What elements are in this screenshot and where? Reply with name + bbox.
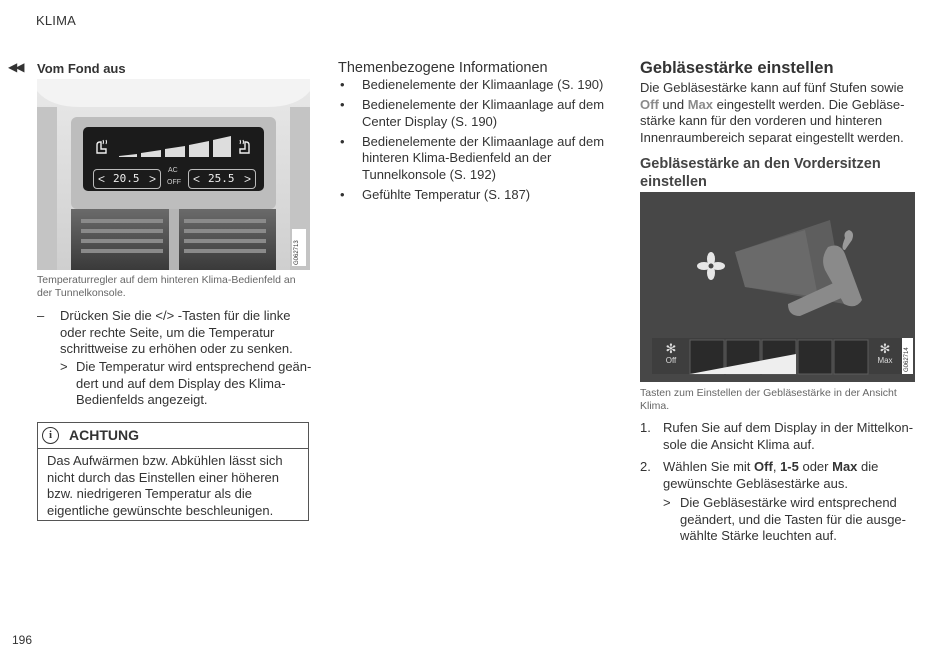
left-temp-control[interactable]	[93, 169, 161, 189]
warning-text: Das Aufwärmen bzw. Abkühlen lässt sich nicht durch das Einstellen einer höheren bzw. niedrigeren Temperatur als die eigentliche gewünschte beschleunigen.	[47, 453, 283, 518]
fan-off-button[interactable]	[656, 342, 686, 372]
result-text: Die Gebläsestärke wird entsprechend geändert, und die Tasten für die ausgewählte Stärke leuchten auf.	[680, 495, 906, 543]
temp-increase-left-icon[interactable]: >	[148, 172, 156, 186]
section-title: Vom Fond aus	[37, 61, 126, 76]
warning-box	[37, 422, 309, 521]
rear-climate-panel-illustration	[37, 79, 310, 270]
warning-header	[38, 423, 308, 449]
fan-speed-heading: Gebläsestärke einstellen	[640, 59, 834, 77]
figure-code: G062713	[294, 240, 300, 265]
step-text-part: die gewünschte Gebläsestärke aus.	[663, 459, 879, 491]
off-label[interactable]: OFF	[167, 179, 181, 186]
fan-speed-bars[interactable]	[119, 135, 231, 157]
fan-off-icon: ✻	[665, 341, 677, 356]
related-link[interactable]: • Bedienelemente der Klimaanlage (S. 190)	[338, 77, 618, 94]
intro-text: Die Gebläsestärke kann auf fünf Stufen sowie	[640, 80, 904, 95]
max-keyword: Max	[687, 96, 713, 112]
seat-heat-left-icon[interactable]	[93, 139, 109, 155]
result-marker: >	[663, 495, 671, 510]
front-seats-subheading: Gebläsestärke an den Vordersitzen einstellen	[640, 156, 881, 190]
off-keyword: Off	[640, 96, 659, 112]
max-keyword: Max	[832, 459, 858, 474]
step-text: Rufen Sie auf dem Display in der Mittelkonsole die Ansicht Klima auf.	[663, 420, 914, 452]
step-text	[663, 459, 915, 492]
step-number: 2.	[640, 459, 651, 474]
fan-speed-figure	[640, 192, 915, 382]
step-text-part: ,	[772, 459, 781, 474]
related-link[interactable]: • Bedienelemente der Klimaanlage auf dem hinteren Klima-Bedienfeld an der Tunnelkonsole (S. 192)	[338, 134, 618, 184]
left-temperature: 20.5	[113, 172, 140, 185]
step-text-part: oder	[798, 459, 833, 474]
page-header: KLIMA	[36, 13, 77, 28]
intro-text: und	[658, 96, 688, 112]
figure-caption: Tasten zum Einstellen der Gebläsestärke in der Ansicht Klima.	[640, 387, 897, 412]
related-info-title: Themenbezogene Informationen	[338, 60, 548, 76]
figure-code: G062714	[904, 347, 910, 372]
step-number: 1.	[640, 420, 651, 435]
related-link[interactable]: • Bedienelemente der Klimaanlage auf dem Center Display (S. 190)	[338, 97, 618, 130]
page-number: 196	[12, 633, 33, 647]
fan-max-icon: ✻	[879, 341, 891, 356]
warning-title: ACHTUNG	[69, 427, 139, 443]
rear-climate-panel-figure	[37, 79, 310, 270]
fan-off-label: Off	[665, 356, 677, 365]
seat-heat-right-icon[interactable]	[237, 139, 253, 155]
back-arrows-icon[interactable]: ◀◀	[8, 60, 23, 74]
ac-label[interactable]: AC	[168, 167, 178, 174]
temp-decrease-right-icon[interactable]: <	[193, 172, 201, 186]
result-text: Die Temperatur wird entsprechend geändert und auf dem Display des Klima-Bedienfelds angezeigt.	[76, 359, 312, 407]
step-text: Drücken Sie die </> -Tasten für die linke oder rechte Seite, um die Temperatur schrittweise zu erhöhen oder zu senken.	[60, 308, 293, 356]
step-text-part: Wählen Sie mit	[663, 459, 755, 474]
info-icon: i	[42, 427, 59, 444]
right-temperature: 25.5	[208, 172, 235, 185]
result-marker: >	[60, 359, 68, 374]
right-temp-control[interactable]	[188, 169, 256, 189]
fan-max-label: Max	[877, 356, 893, 365]
intro-text: eingestellt werden. Die Gebläsestärke kann für den vorderen und hinteren Innenraumbereich separat eingestellt werden.	[640, 96, 905, 145]
level-keyword: 1-5	[780, 459, 799, 474]
related-link[interactable]: • Gefühlte Temperatur (S. 187)	[338, 187, 618, 204]
temp-decrease-left-icon[interactable]: <	[98, 172, 106, 186]
figure-caption: Temperaturregler auf dem hinteren Klima-Bedienfeld an der Tunnelkonsole.	[37, 274, 296, 299]
fan-speed-intro	[640, 80, 915, 146]
step-marker: –	[37, 308, 45, 323]
temp-increase-right-icon[interactable]: >	[243, 172, 251, 186]
related-info-list	[338, 77, 618, 207]
fan-max-button[interactable]	[870, 342, 900, 372]
off-keyword: Off	[754, 459, 773, 474]
